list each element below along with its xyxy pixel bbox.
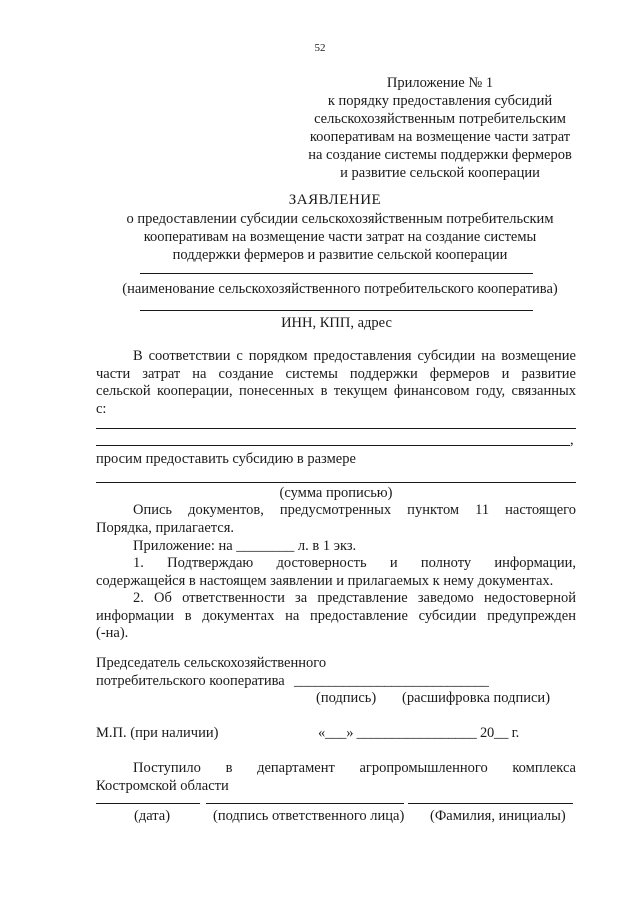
receipt-name-blank [408, 803, 573, 804]
inn-caption: ИНН, КПП, адрес [281, 315, 392, 331]
receipt-date-blank [96, 803, 200, 804]
item1-line: содержащейся в настоящем заявлении и прилагаемых к нему документах. [96, 572, 554, 589]
document-title: ЗАЯВЛЕНИЕ [288, 192, 382, 208]
item1-line: 1. Подтверждаю достоверность и полноту информации, [133, 555, 576, 571]
intro-line: сельской кооперации, понесенных в текущем финансовом году, связанных [96, 383, 576, 399]
expense-blank-line-1 [96, 428, 576, 429]
chair-title-line1: Председатель сельскохозяйственного [96, 655, 327, 671]
appendix-line: и развитие сельской кооперации [340, 165, 540, 181]
intro-line: с: [96, 400, 107, 417]
subtitle-line: поддержки фермеров и развитие сельской кооперации [172, 247, 508, 263]
attachment-text: Приложение: на ________ л. в 1 экз. [133, 538, 357, 554]
coop-name-blank-line [140, 273, 533, 274]
chair-title-line2: потребительского кооператива [96, 673, 285, 689]
appendix-line: к порядку предоставления субсидий [327, 93, 553, 109]
item1-paragraph [96, 555, 576, 590]
decode-caption: (расшифровка подписи) [402, 690, 551, 706]
receipt-official-caption: (подпись ответственного лица) [213, 808, 405, 824]
intro-paragraph [96, 348, 576, 418]
amount-blank-line [96, 482, 576, 483]
date-line: «___» _________________ 20__ г. [318, 725, 520, 741]
stamp-text: М.П. (при наличии) [96, 725, 219, 741]
expense-comma: , [570, 432, 574, 448]
subtitle-line: о предоставлении субсидии сельскохозяйственным потребительским [126, 211, 554, 227]
appendix-line: Приложение № 1 [386, 75, 494, 91]
receipt-line2: Костромской области [96, 777, 229, 794]
subtitle-line: кооперативам на возмещение части затрат на создание системы [143, 229, 537, 245]
coop-name-caption: (наименование сельскохозяйственного потребительского кооператива) [122, 281, 558, 297]
chair-signature-blank: ____________________________ [294, 673, 489, 689]
receipt-paragraph [96, 760, 576, 795]
expense-blank-line-2 [96, 445, 570, 446]
amount-caption: (сумма прописью) [279, 485, 393, 501]
document-subtitle [100, 210, 580, 264]
page-number: 52 [314, 42, 326, 54]
receipt-date-caption: (дата) [134, 808, 171, 824]
inventory-line: Порядка, прилагается. [96, 519, 235, 536]
intro-line: части затрат на создание системы поддержки фермеров и развитие [96, 365, 576, 382]
item2-line: информации в документах на предоставление субсидии предупрежден [96, 607, 576, 624]
item2-paragraph [96, 590, 576, 643]
receipt-signature-blank [206, 803, 404, 804]
appendix-line: на создание системы поддержки фермеров [308, 147, 572, 163]
intro-line: В соответствии с порядком предоставления субсидии на возмещение [133, 348, 576, 364]
sign-caption: (подпись) [316, 690, 377, 706]
inn-blank-line [140, 310, 533, 311]
inventory-line: Опись документов, предусмотренных пунктом 11 настоящего [133, 502, 576, 518]
receipt-name-caption: (Фамилия, инициалы) [430, 808, 566, 824]
item2-line: 2. Об ответственности за представление заведомо недостоверной [133, 590, 576, 606]
appendix-line: кооперативам на возмещение части затрат [309, 129, 571, 145]
receipt-line1: Поступило в департамент агропромышленного комплекса [133, 760, 576, 776]
appendix-line: сельскохозяйственным потребительским [314, 111, 566, 127]
appendix-header [290, 74, 590, 182]
inventory-paragraph [96, 502, 576, 537]
request-text: просим предоставить субсидию в размере [96, 451, 356, 467]
item2-line: (-на). [96, 625, 129, 641]
